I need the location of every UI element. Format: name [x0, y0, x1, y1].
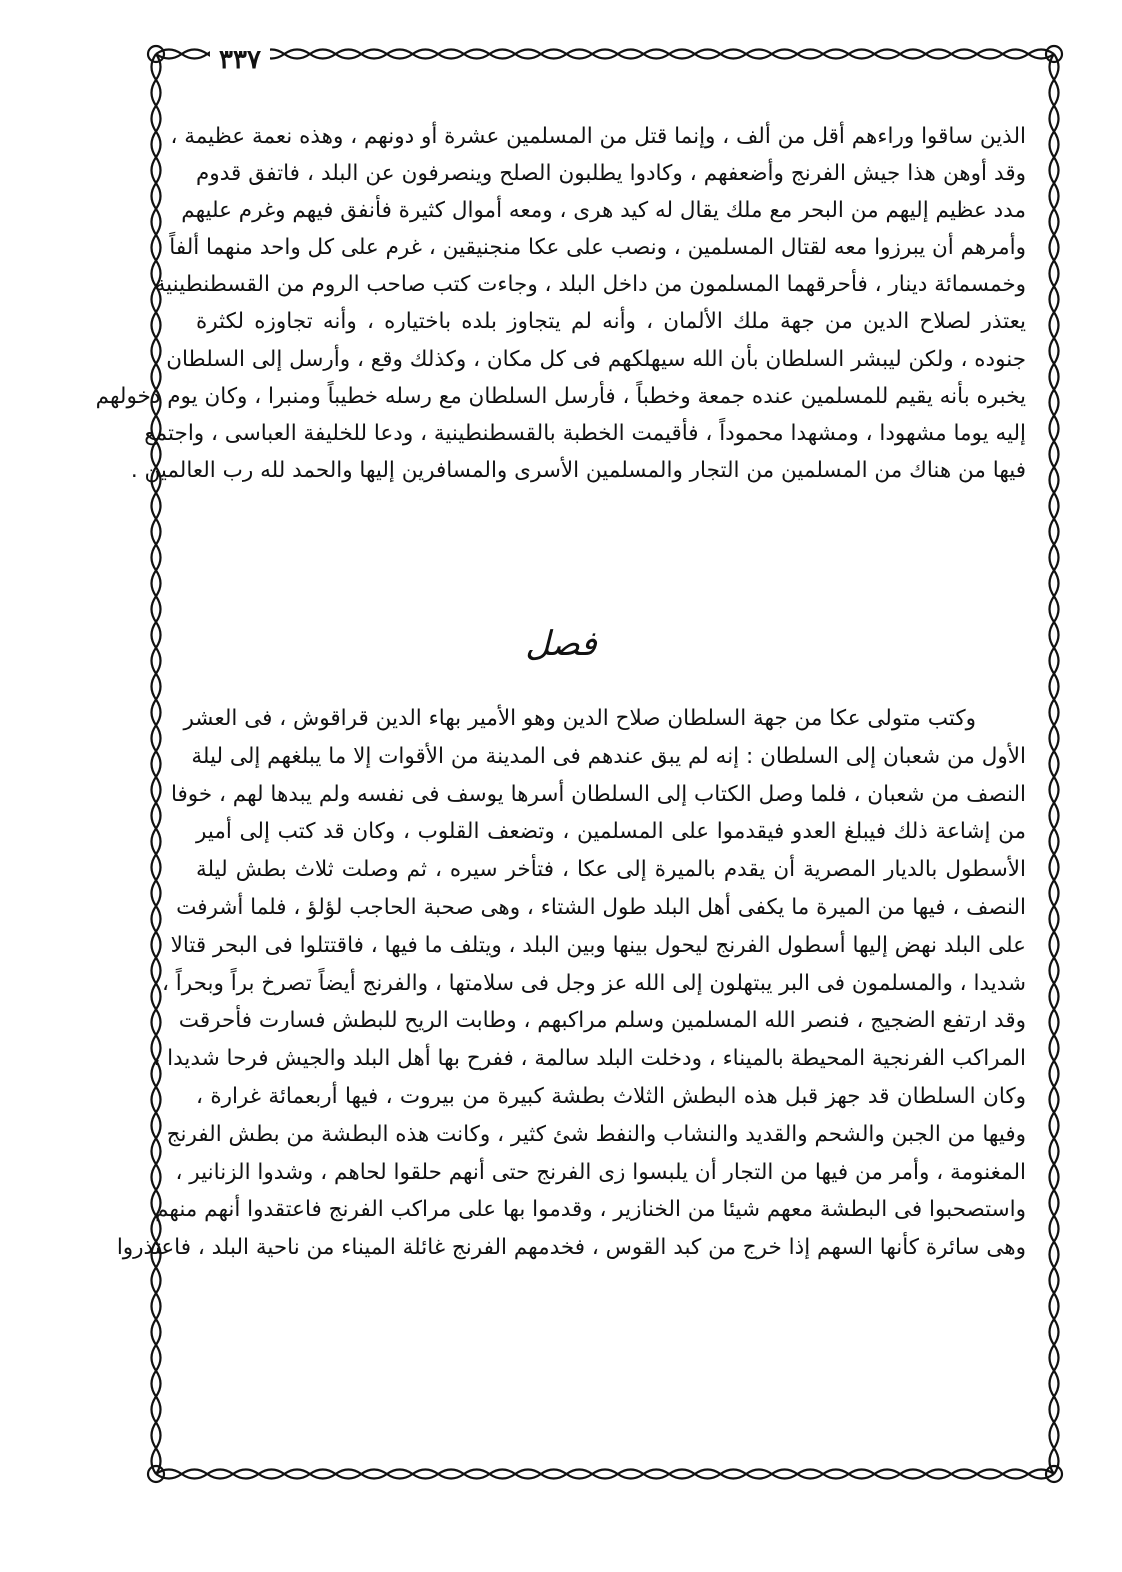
text-line: واستصحبوا فى البطشة معهم شيئا من الخنازير ، وقدموا بها على مراكب الفرنج فاعتقدوا أنهم منهم: [155, 1197, 1026, 1223]
text-line: من إشاعة ذلك فيبلغ العدو فيقدموا على المسلمين ، وتضعف القلوب ، وكان قد كتب إلى أمير: [196, 819, 1026, 845]
text-line: وقد أوهن هذا جيش الفرنج وأضعفهم ، وكادوا يطلبون الصلح وينصرفون عن البلد ، فاتفق قدوم: [196, 161, 1026, 187]
text-line: المراكب الفرنجية المحيطة بالميناء ، ودخلت البلد سالمة ، ففرح بها أهل البلد والجيش فرحا شديدا ،: [153, 1046, 1026, 1072]
text-line: جنوده ، ولكن ليبشر السلطان بأن الله سيهلكهم فى كل مكان ، وكذلك وقع ، وأرسل إلى السلطان: [166, 346, 1026, 372]
text-line: وقد ارتفع الضجيج ، فنصر الله المسلمين وسلم مراكبهم ، وطابت الريح للبطش فسارت فأحرقت: [178, 1008, 1026, 1034]
text-line: شديدا ، والمسلمون فى البر يبتهلون إلى الله عز وجل فى سلامتها ، والفرنج أيضاً تصرخ براً وبحراً ،: [162, 970, 1026, 996]
text-line: وأمرهم أن يبرزوا معه لقتال المسلمين ، ونصب على عكا منجنيقين ، غرم على كل واحد منهما ألفاً: [169, 235, 1026, 261]
text-line: وفيها من الجبن والشحم والقديد والنشاب والنفط شئ كثير ، وكانت هذه البطشة من بطش الفرنج: [166, 1121, 1026, 1147]
page-number: ٣٣٧: [210, 44, 270, 76]
text-line: النصف ، فيها من الميرة ما يكفى أهل البلد طول الشتاء ، وهى صحبة الحاجب لؤلؤ ، فلما أشرفت: [176, 894, 1026, 920]
section-heading: فصل: [525, 624, 597, 664]
paragraph-2: [116, 700, 1026, 1267]
text-line: الذين ساقوا وراءهم أقل من ألف ، وإنما قتل من المسلمين عشرة أو دونهم ، وهذه نعمة عظيمة ،: [170, 124, 1026, 149]
text-line: يعتذر لصلاح الدين من جهة ملك الألمان ، وأنه لم يتجاوز بلده باختياره ، وأنه تجاوزه لكثرة: [196, 309, 1026, 335]
text-line: الأول من شعبان إلى السلطان : إنه لم يبق عندهم فى المدينة من الأقوات إلا ما يبلغهم إلى ليلة: [191, 743, 1026, 769]
text-line: وكان السلطان قد جهز قبل هذه البطش الثلاث بطشة كبيرة من بيروت ، فيها أربعمائة غرارة ،: [196, 1083, 1026, 1109]
text-line: وهى سائرة كأنها السهم إذا خرج من كبد القوس ، فخدمهم الفرنج غائلة الميناء من ناحية البلد ، فاعتذروا: [116, 1235, 1026, 1261]
text-line: وخمسمائة دينار ، فأحرقهما المسلمون من داخل البلد ، وجاءت كتب صاحب الروم من القسطنطينية: [154, 272, 1026, 298]
text-line: النصف من شعبان ، فلما وصل الكتاب إلى السلطان أسرها يوسف فى نفسه ولم يبدها لهم ، خوفا: [170, 781, 1026, 807]
paragraph-1: [95, 118, 1026, 489]
text-line: فيها من هناك من المسلمين من التجار والمسلمين الأسرى والمسافرين إليها والحمد لله رب العالمين .: [130, 457, 1026, 483]
text-line: على البلد نهض إليها أسطول الفرنج ليحول بينها وبين البلد ، ويتلف ما فيها ، فاقتتلوا فى البحر قتالا: [170, 932, 1026, 958]
text-line: يخبره بأنه يقيم للمسلمين عنده جمعة وخطباً ، فأرسل السلطان مع رسله خطيباً ومنبرا ، وكان يوم دخولهم: [95, 383, 1026, 409]
text-line: إليه يوما مشهودا ، ومشهدا محموداً ، فأقيمت الخطبة بالقسطنطينية ، ودعا للخليفة العباسى ، واجتمع: [144, 420, 1026, 446]
text-line: مدد عظيم إليهم من البحر مع ملك يقال له كيد هرى ، ومعه أموال كثيرة فأنفق فيهم وغرم عليهم: [181, 198, 1026, 224]
text-line: الأسطول بالديار المصرية أن يقدم بالميرة إلى عكا ، فتأخر سيره ، ثم وصلت ثلاث بطش ليلة: [196, 857, 1026, 883]
text-line: المغنومة ، وأمر من فيها من التجار أن يلبسوا زى الفرنج حتى أنهم حلقوا لحاهم ، وشدوا الزنانير ،: [175, 1159, 1026, 1185]
text-line: وكتب متولى عكا من جهة السلطان صلاح الدين وهو الأمير بهاء الدين قراقوش ، فى العشر: [183, 706, 976, 731]
